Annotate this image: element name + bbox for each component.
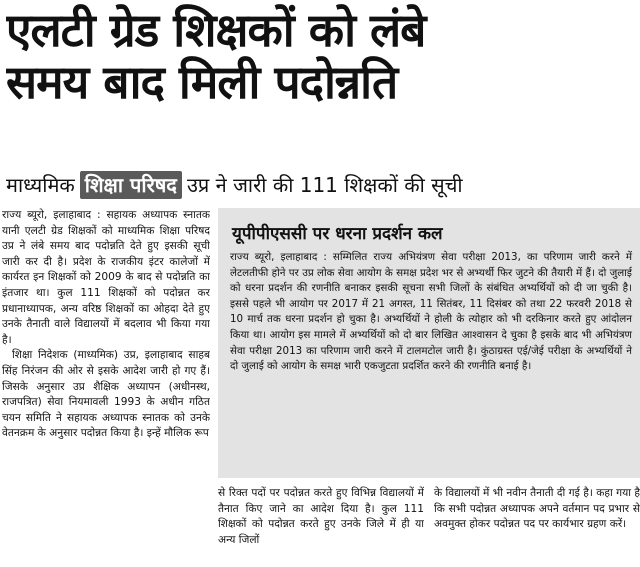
sidebar-story-title: यूपीपीएससी पर धरना प्रदर्शन कल: [232, 224, 443, 244]
main-story-cont-3: के विद्यालयों में भी नवीन तैनाती दी गई है। कहा गया है कि सभी पदोन्नत अध्यापक अपने वर्तमान पद प्रभार से अवमुक्त होकर पदोन्नत पद पर कार्यभार ग्रहण करें।: [434, 487, 640, 531]
headline: [6, 4, 636, 108]
main-story-para-1: राज्य ब्यूरो, इलाहाबाद : सहायक अध्यापक स्नातक यानी एलटी ग्रेड शिक्षकों को माध्यमिक शिक्षा परिषद उप्र ने लंबे समय बाद पदोन्नति देते हुए इसकी सूची जारी कर दी है। प्रदेश के राजकीय इंटर कालेजों में कार्यरत इन शिक्षकों को 2009 के बाद से पदोन्नति का इंतजार था। कुल 111 शिक्षकों को पदोन्नत कर प्रधानाध्यापक, अन्य वरिष्ठ शिक्षकों का ओहदा देते हुए उनके तैनाती वाले विद्यालयों में बदलाव भी किया गया है।: [2, 209, 210, 346]
main-story-cont-2: से रिक्त पदों पर पदोन्नत करते हुए विभिन्न विद्यालयों में तैनात किए जाने का आदेश दिया है। कुल 111 शिक्षकों को पदोन्नत करते हुए उनके जिले में ही या अन्य जिलों: [218, 487, 424, 546]
subhead-highlight: शिक्षा परिषद: [80, 171, 182, 199]
headline-line-1: एलटी ग्रेड शिक्षकों को लंबे: [6, 4, 426, 56]
main-story-column-2: [218, 486, 424, 566]
main-story-column-1: [2, 208, 210, 566]
subheadline: [6, 170, 636, 200]
sidebar-story-body: राज्य ब्यूरो, इलाहाबाद : सम्मिलित राज्य अभियंत्रण सेवा परीक्षा 2013, का परिणाम जारी करने में लेटलतीफी होने पर उप्र लोक सेवा आयोग के समक्ष प्रदेश भर से अभ्यर्थी फिर जुटने की तैयारी में हैं। दो जुलाई को धरना प्रदर्शन की रणनीति बनाकर इसकी सूचना सभी जिलों के संबंधित अभ्यर्थियों को दी जा चुकी है। इससे पहले भी आयोग पर 2017 में 21 अगस्त, 11 सितंबर, 11 दिसंबर को तथा 22 फरवरी 2018 से 10 मार्च तक धरना प्रदर्शन हो चुका है। अभ्यर्थियों ने होली के त्योहार को भी दरकिनार करते हुए आंदोलन किया था। आयोग इस मामले में अभ्यर्थियों को दो बार लिखित आश्वासन दे चुका है इसके बाद भी अभियंत्रण सेवा परीक्षा 2013 का परिणाम जारी करने में टालमटोल जारी है। कुंठाग्रस्त एई/जेई परीक्षा के अभ्यर्थियों ने दो जुलाई को आयोग के समक्ष भारी एकजुटता प्रदर्शित करने की रणनीति बनाई है।: [230, 251, 632, 373]
subhead-before: माध्यमिक: [6, 173, 75, 197]
main-story-column-3: [434, 486, 640, 566]
headline-line-2: समय बाद मिली पदोन्नति: [6, 56, 398, 108]
main-story-para-2: शिक्षा निदेशक (माध्यमिक) उप्र, इलाहाबाद साहब सिंह निरंजन की ओर से इसके आदेश जारी हो गए हैं। जिसके अनुसार उप्र शैक्षिक अध्यापन (अधीनस्थ, राजपत्रित) सेवा नियमावली 1993 के अधीन गठित चयन समिति ने सहायक अध्यापक स्नातक को उनके वेतनक्रम के अनुसार पदोन्नत किया है। इन्हें मौलिक रूप: [2, 349, 210, 440]
sidebar-story-box: [218, 208, 640, 478]
subhead-after: उप्र ने जारी की 111 शिक्षकों की सूची: [186, 173, 463, 197]
